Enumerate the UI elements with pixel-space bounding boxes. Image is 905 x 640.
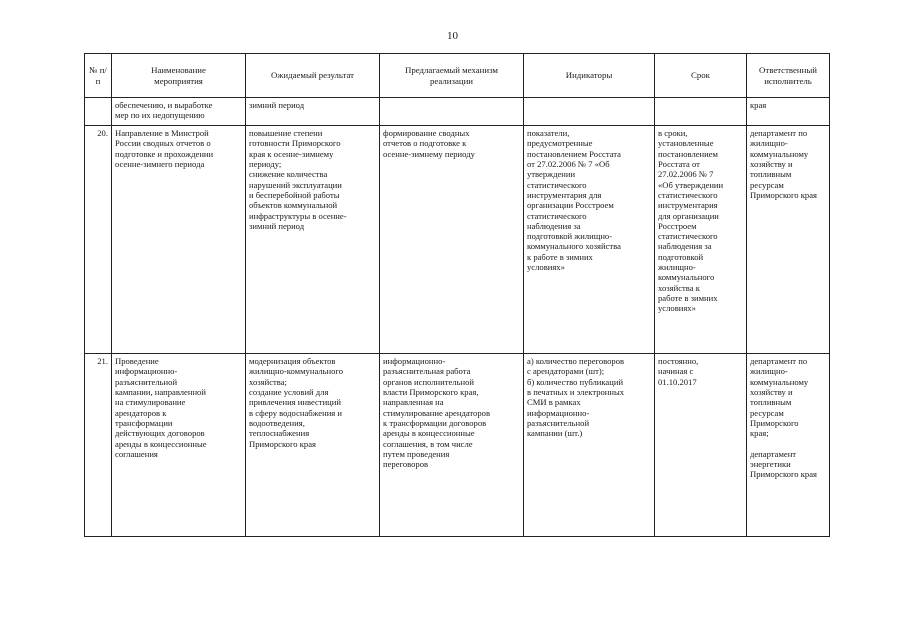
header-result: Ожидаемый результат (246, 54, 380, 98)
cell-mechanism: информационно- разъяснительная работа органов исполнительной власти Приморского края, направленная на стимулирование арендаторов к трансформации договоров аренды в концессионные соглашения, в том числе путем проведения переговоров (380, 354, 524, 537)
cell-mechanism (380, 98, 524, 126)
cell-responsible: края (747, 98, 830, 126)
table-header-row (85, 54, 830, 98)
table-row (85, 126, 830, 354)
cell-indicators: показатели, предусмотренные постановлением Росстата от 27.02.2006 № 7 «Об утверждении статистического инструментария для организации Росстроем статистического наблюдения за подготовкой жилищно- коммунального хозяйства к работе в зимних условиях» (524, 126, 655, 354)
cell-term: в сроки, установленные постановлением Росстата от 27.02.2006 № 7 «Об утверждении статистического инструментария для организации Росстроем статистического наблюдения за подготовкой жилищно- коммунального хозяйства к работе в зимних условиях» (655, 126, 747, 354)
cell-number: 21. (85, 354, 112, 537)
cell-name: Направление в Минстрой России сводных отчетов о подготовке и прохождении осенне-зимнего периода (112, 126, 246, 354)
cell-indicators (524, 98, 655, 126)
cell-term (655, 98, 747, 126)
measures-table (84, 53, 830, 537)
cell-responsible: департамент по жилищно- коммунальному хозяйству и топливным ресурсам Приморского края (747, 126, 830, 354)
cell-term: постоянно, начиная с 01.10.2017 (655, 354, 747, 537)
header-name: Наименование мероприятия (112, 54, 246, 98)
cell-number (85, 98, 112, 126)
header-responsible: Ответственный исполнитель (747, 54, 830, 98)
header-number: № п/п (85, 54, 112, 98)
header-mechanism: Предлагаемый механизм реализации (380, 54, 524, 98)
table-row (85, 354, 830, 537)
cell-result: зимний период (246, 98, 380, 126)
cell-result: модернизация объектов жилищно-коммунального хозяйства; создание условий для привлечения инвестиций в сферу водоснабжения и водоотведения, теплоснабжения Приморского края (246, 354, 380, 537)
header-term: Срок (655, 54, 747, 98)
table-row-continuation (85, 98, 830, 126)
page-number: 10 (447, 30, 458, 42)
cell-responsible: департамент по жилищно- коммунальному хозяйству и топливным ресурсам Приморского края; департамент энергетики Приморского края (747, 354, 830, 537)
header-indicators: Индикаторы (524, 54, 655, 98)
cell-name: обеспечению, и выработке мер по их недопущению (112, 98, 246, 126)
cell-number: 20. (85, 126, 112, 354)
cell-mechanism: формирование сводных отчетов о подготовке к осенне-зимнему периоду (380, 126, 524, 354)
cell-indicators: а) количество переговоров с арендаторами (шт); б) количество публикаций в печатных и электронных СМИ в рамках информационно- разъяснительной кампании (шт.) (524, 354, 655, 537)
cell-result: повышение степени готовности Приморского края к осенне-зимнему периоду; снижение количества нарушений эксплуатации и бесперебойной работы объектов коммунальной инфраструктуры в осенне- зимний период (246, 126, 380, 354)
cell-name: Проведение информационно- разъяснительной кампании, направленной на стимулирование арендаторов к трансформации действующих договоров аренды в концессионные соглашения (112, 354, 246, 537)
